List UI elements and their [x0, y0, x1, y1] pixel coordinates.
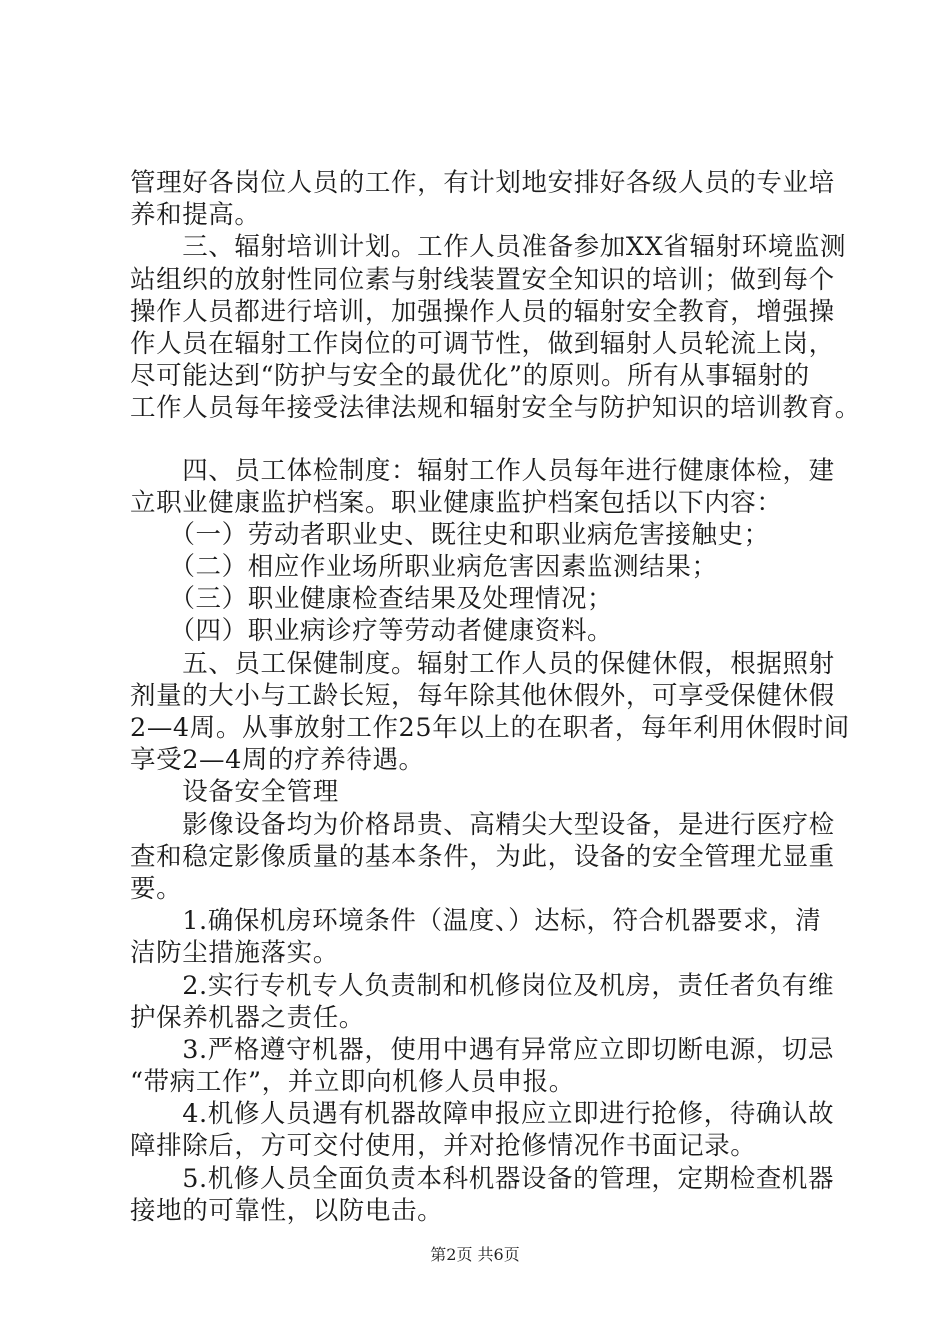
text-line: 1.确保机房环境条件（温度、）达标，符合机器要求，清	[130, 906, 822, 937]
text-line: （二）相应作业场所职业病危害因素监测结果；	[130, 552, 718, 583]
text-line: 2.实行专机专人负责制和机修岗位及机房，责任者负有维	[130, 970, 835, 1001]
text-line: 4.机修人员遇有机器故障申报应立即进行抢修，待确认故	[130, 1099, 835, 1130]
text-line: 接地的可靠性，以防电击。	[130, 1195, 444, 1226]
document-body	[130, 167, 861, 1227]
text-line: 3.严格遵守机器，使用中遇有异常应立即切断电源，切忌	[130, 1034, 835, 1065]
text-line: （四）职业病诊疗等劳动者健康资料。	[130, 616, 614, 647]
text-line: 影像设备均为价格昂贵、高精尖大型设备，是进行医疗检	[130, 809, 835, 840]
text-line: 护保养机器之责任。	[130, 1002, 365, 1033]
text-line: 四、员工体检制度：辐射工作人员每年进行健康体检，建	[130, 455, 835, 486]
text-line: 操作人员都进行培训，加强操作人员的辐射安全教育，增强操	[130, 296, 835, 327]
paragraph-gap	[130, 425, 845, 455]
text-line: 养和提高。	[130, 200, 261, 231]
text-line: 障排除后，方可交付使用，并对抢修情况作书面记录。	[130, 1131, 757, 1162]
text-line: 查和稳定影像质量的基本条件，为此，设备的安全管理尤显重	[130, 841, 835, 872]
text-line: 站组织的放射性同位素与射线装置安全知识的培训；做到每个	[130, 264, 835, 295]
page-footer: 第2页 共6页	[430, 1245, 520, 1264]
text-line: 管理好各岗位人员的工作，有计划地安排好各级人员的专业培	[130, 168, 835, 198]
text-line: 作人员在辐射工作岗位的可调节性，做到辐射人员轮流上岗，	[130, 328, 835, 359]
text-line: （三）职业健康检查结果及处理情况；	[130, 584, 614, 615]
section-heading: 设备安全管理	[130, 777, 339, 808]
text-line: 要。	[130, 873, 183, 904]
text-line: 立职业健康监护档案。职业健康监护档案包括以下内容：	[130, 487, 783, 518]
text-line: （一）劳动者职业史、既往史和职业病危害接触史；	[130, 519, 770, 550]
text-line: 5.机修人员全面负责本科机器设备的管理，定期检查机器	[130, 1163, 835, 1194]
text-line: 三、辐射培训计划。工作人员准备参加XX省辐射环境监测	[130, 232, 847, 263]
text-line: 剂量的大小与工龄长短，每年除其他休假外，可享受保健休假	[130, 680, 835, 711]
text-line: 2—4周。从事放射工作25年以上的在职者，每年利用休假时间	[130, 713, 850, 743]
text-line: 尽可能达到“防护与安全的最优化”的原则。所有从事辐射的	[130, 361, 810, 392]
text-line: 五、员工保健制度。辐射工作人员的保健休假，根据照射	[130, 648, 835, 679]
text-line: 享受2—4周的疗养待遇。	[130, 745, 425, 776]
text-line: 洁防尘措施落实。	[130, 938, 339, 969]
text-line: 工作人员每年接受法律法规和辐射安全与防护知识的培训教育。	[130, 393, 861, 424]
text-line: “带病工作”，并立即向机修人员申报。	[130, 1067, 575, 1098]
